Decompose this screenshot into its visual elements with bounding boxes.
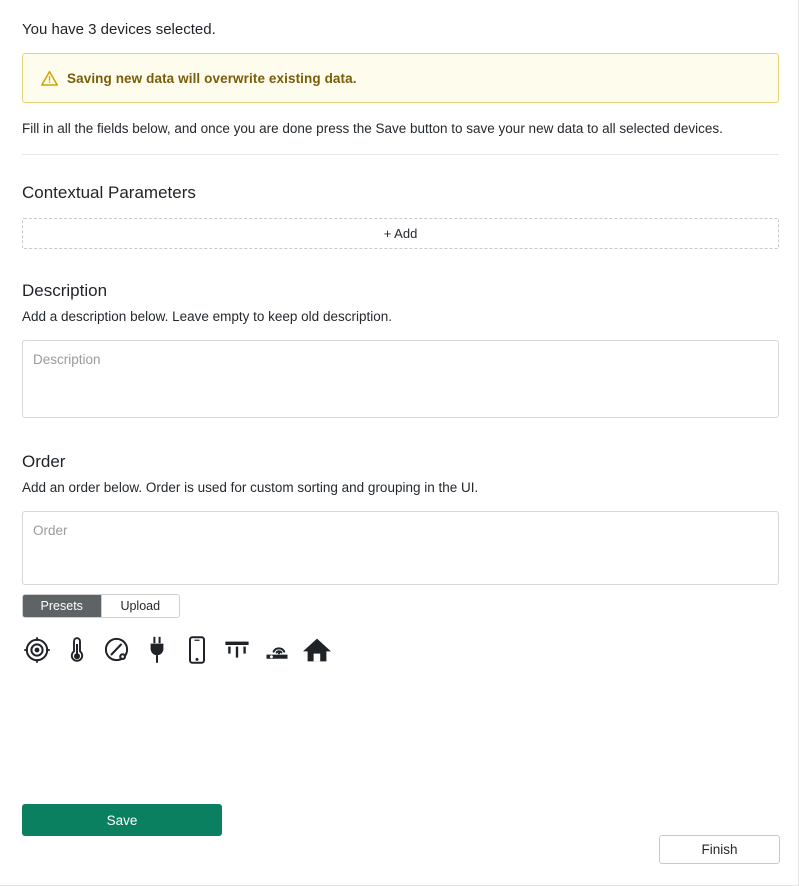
- order-title: Order: [22, 452, 66, 471]
- tab-upload[interactable]: Upload: [101, 595, 180, 617]
- air-vent-icon[interactable]: [222, 634, 252, 666]
- contextual-parameters-section: [22, 183, 776, 249]
- thermometer-icon[interactable]: [62, 634, 92, 666]
- smartphone-icon[interactable]: [182, 634, 212, 666]
- save-button[interactable]: Save: [22, 804, 222, 836]
- finish-button[interactable]: Finish: [659, 835, 780, 864]
- home-icon[interactable]: [302, 634, 332, 666]
- description-input[interactable]: [22, 340, 779, 418]
- alert-message: Saving new data will overwrite existing data.: [67, 70, 357, 86]
- description-section: [22, 281, 776, 418]
- order-input[interactable]: [22, 511, 779, 585]
- smoke-detector-icon[interactable]: [262, 634, 292, 666]
- gauge-icon[interactable]: [102, 634, 132, 666]
- order-helper: Add an order below. Order is used for custom sorting and grouping in the UI.: [22, 480, 479, 495]
- power-plug-icon[interactable]: [142, 634, 172, 666]
- tab-presets[interactable]: Presets: [23, 595, 101, 617]
- preset-icon-list: [22, 632, 776, 666]
- icon-source-tabs: [22, 594, 180, 618]
- add-parameter-button[interactable]: + Add: [22, 218, 779, 249]
- overwrite-warning-alert: [22, 53, 779, 103]
- order-section: [22, 452, 776, 666]
- selected-devices-text: You have 3 devices selected.: [22, 21, 216, 38]
- motion-sensor-icon[interactable]: [22, 634, 52, 666]
- description-title: Description: [22, 281, 108, 300]
- contextual-parameters-title: Contextual Parameters: [22, 183, 196, 202]
- description-helper: Add a description below. Leave empty to keep old description.: [22, 309, 392, 324]
- intro-instructions: Fill in all the fields below, and once you are done press the Save button to save your new data to all selected devices.: [22, 121, 723, 136]
- warning-triangle-icon: [41, 70, 58, 87]
- section-divider: [22, 154, 779, 155]
